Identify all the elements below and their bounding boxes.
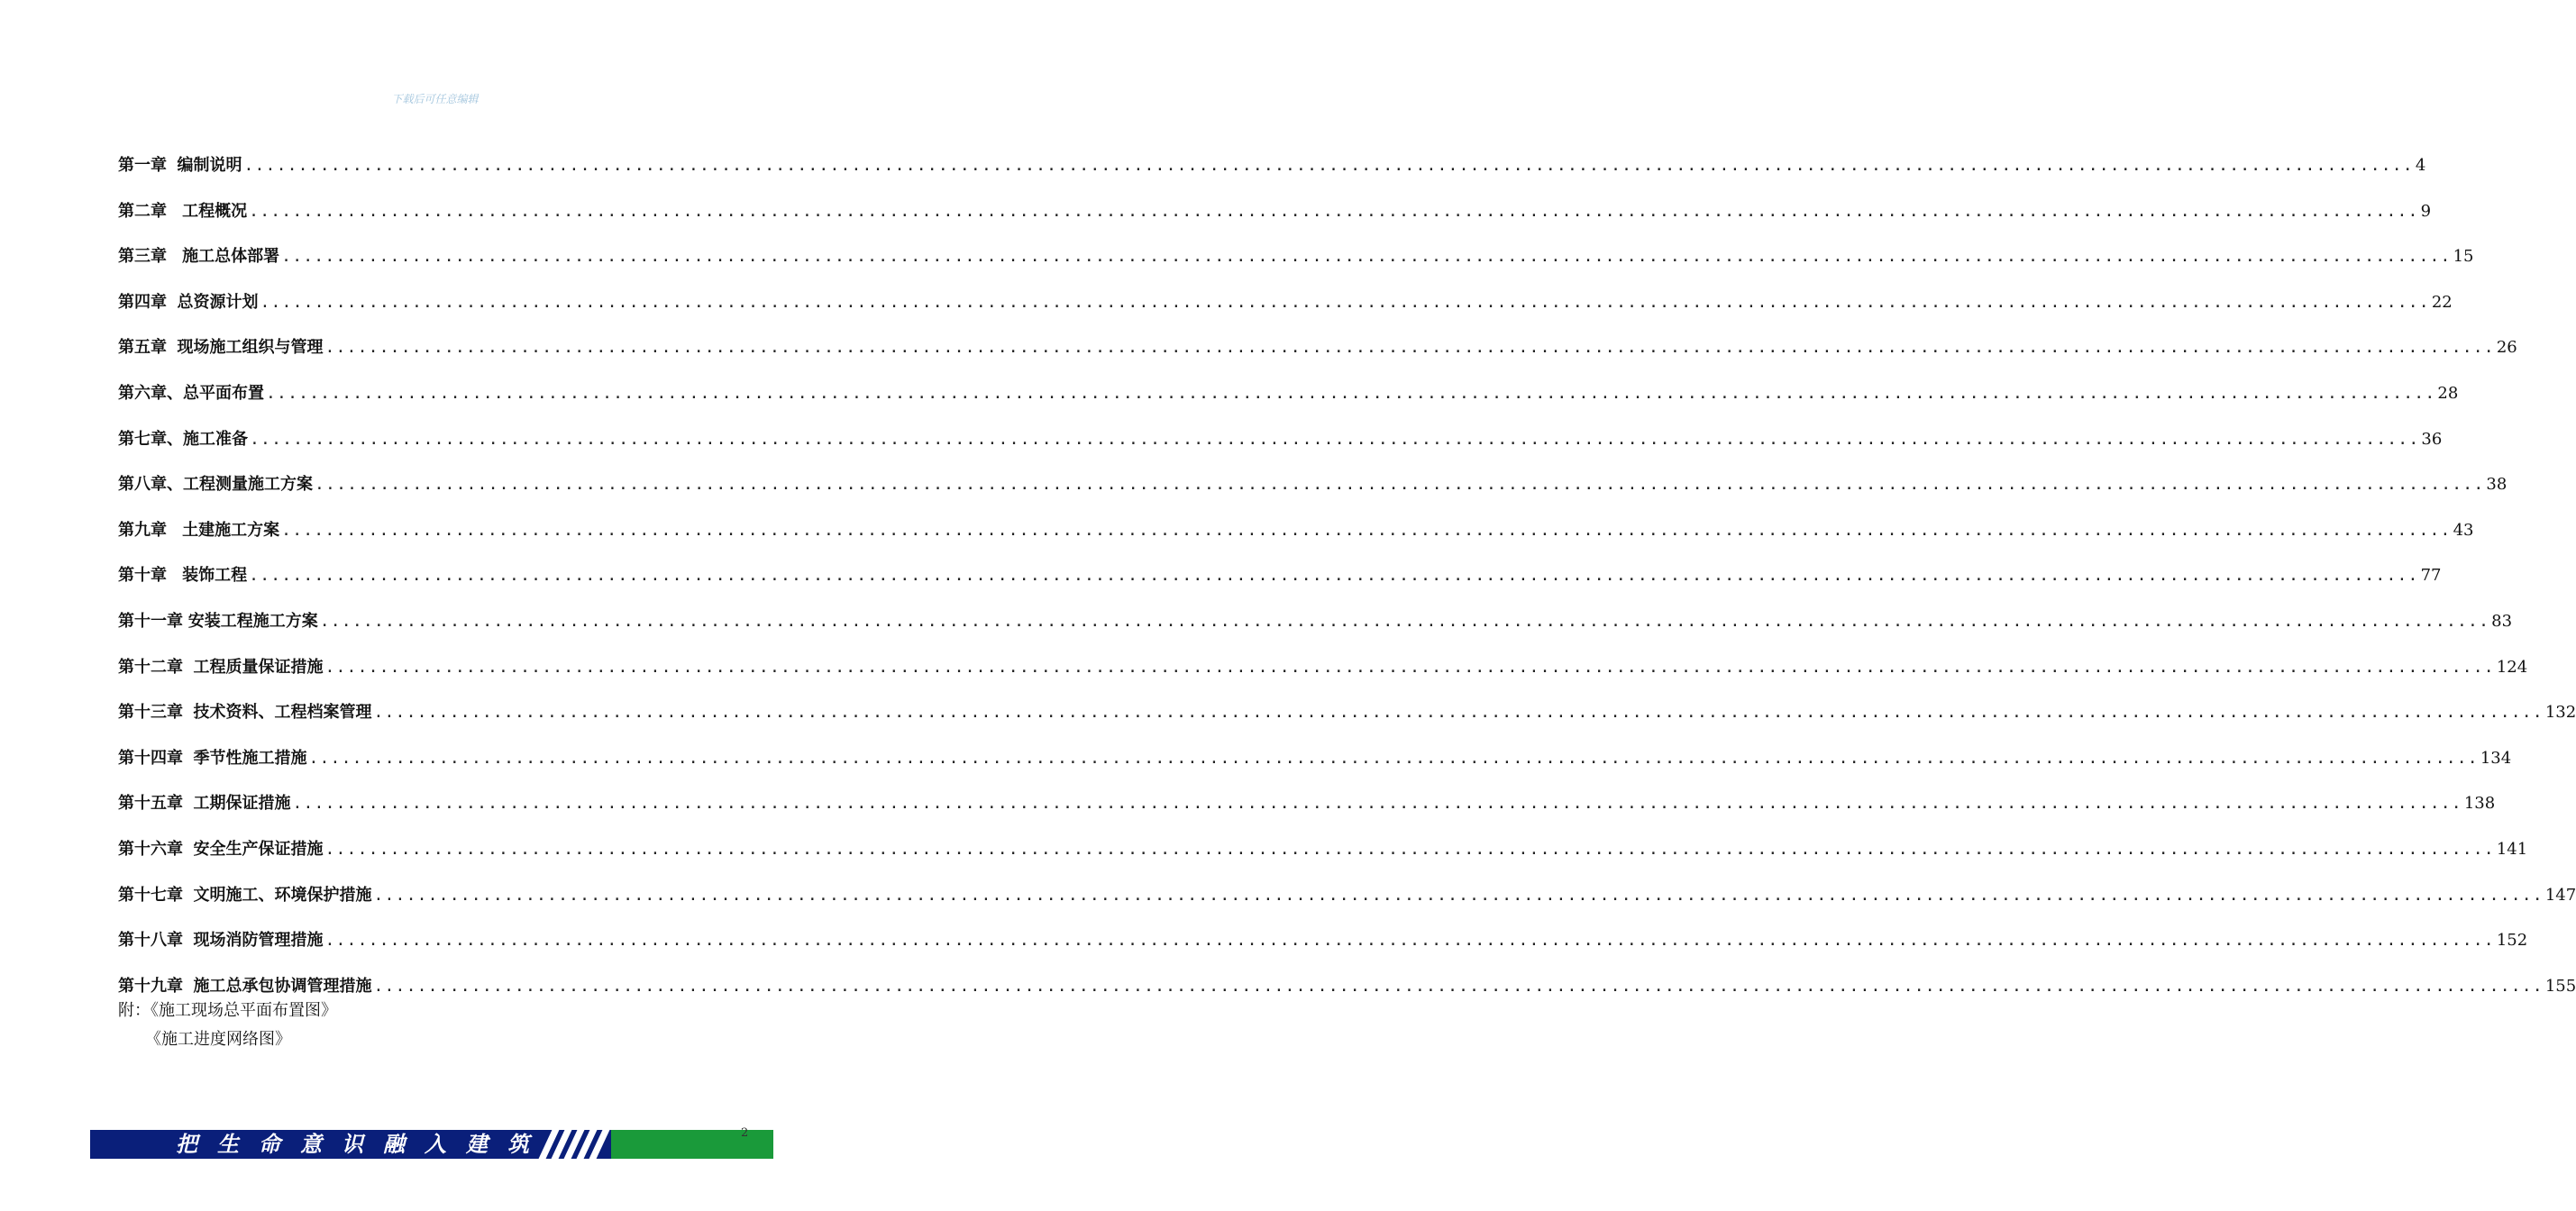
toc-chapter: 第十九章 <box>118 976 183 996</box>
toc-entry[interactable] <box>118 816 2528 862</box>
toc-chapter: 第十一章 <box>118 611 183 631</box>
toc-page-number: 43 <box>2453 520 2474 540</box>
toc-page-number: 9 <box>2420 201 2432 221</box>
toc-chapter: 第十二章 <box>118 657 183 677</box>
toc-page-number: 124 <box>2496 657 2528 677</box>
toc-page-number: 83 <box>2491 611 2513 631</box>
toc-leader-dots: ........................................................................................................................................................................................................ <box>260 292 2430 312</box>
toc-page-number: 4 <box>2415 156 2426 175</box>
watermark-text: 下载后可任意编辑 <box>391 93 479 105</box>
appendix-line-2: 《施工进度网络图》 <box>145 1030 291 1049</box>
toc-chapter: 第二章 <box>118 201 167 221</box>
toc-gap <box>167 199 182 224</box>
toc-entry[interactable] <box>118 725 2512 771</box>
toc-chapter: 第十八章 <box>118 931 183 951</box>
toc-title: 安装工程施工方案 <box>187 611 318 631</box>
toc-page-number: 134 <box>2480 748 2512 768</box>
toc-title: 施工总承包协调管理措施 <box>193 976 372 996</box>
footer-slogan: 把生命意识融入建筑 <box>176 1132 549 1157</box>
toc-gap <box>183 746 193 771</box>
toc-entry[interactable] <box>118 588 2513 634</box>
toc-leader-dots: ........................................................................................................................................................................................................ <box>281 520 2452 540</box>
toc-entry[interactable] <box>118 452 2507 498</box>
toc-title: 工期保证措施 <box>193 794 291 814</box>
footer-green-block <box>611 1130 773 1159</box>
toc-chapter: 第七章、 <box>118 429 183 449</box>
toc-chapter: 第五章 <box>118 338 167 358</box>
toc-page-number: 22 <box>2431 292 2453 312</box>
toc-entry[interactable] <box>118 224 2474 270</box>
toc-gap <box>167 563 182 588</box>
toc-page-number: 38 <box>2486 475 2507 495</box>
toc-leader-dots: ........................................................................................................................................................................................................ <box>315 475 2485 495</box>
toc-leader-dots: ........................................................................................................................................................................................................ <box>243 156 2414 175</box>
toc-leader-dots: ........................................................................................................................................................................................................ <box>249 201 2419 221</box>
toc-chapter: 第十三章 <box>118 703 183 723</box>
toc-entry[interactable] <box>118 315 2517 361</box>
toc-title: 总资源计划 <box>177 292 259 312</box>
toc-entry[interactable] <box>118 153 2426 178</box>
footer-stripes <box>545 1130 626 1159</box>
toc-leader-dots: ........................................................................................................................................................................................................ <box>250 429 2420 449</box>
toc-entry[interactable] <box>118 862 2576 908</box>
toc-chapter: 第九章 <box>118 520 167 540</box>
toc-leader-dots: ........................................................................................................................................................................................................ <box>308 748 2479 768</box>
toc-page-number: 141 <box>2496 839 2528 859</box>
toc-chapter: 第十四章 <box>118 748 183 768</box>
toc-title: 装饰工程 <box>182 566 248 586</box>
toc-gap <box>183 837 193 862</box>
toc-gap <box>183 883 193 908</box>
toc-leader-dots: ........................................................................................................................................................................................................ <box>281 247 2452 267</box>
toc-title: 施工总体部署 <box>182 247 280 267</box>
toc-leader-dots: ........................................................................................................................................................................................................ <box>324 931 2495 951</box>
toc-entry[interactable] <box>118 178 2432 224</box>
toc-page-number: 152 <box>2496 931 2528 951</box>
toc-chapter: 第八章、 <box>118 475 183 495</box>
toc-entry[interactable] <box>118 908 2528 954</box>
toc-chapter: 第十章 <box>118 566 167 586</box>
appendix-line-1: 附：《施工现场总平面布置图》 <box>118 1001 337 1020</box>
toc-leader-dots: ........................................................................................................................................................................................................ <box>292 794 2462 814</box>
toc-gap <box>183 700 193 725</box>
toc-entry[interactable] <box>118 543 2442 589</box>
toc-entry[interactable] <box>118 680 2576 726</box>
toc-page-number: 28 <box>2437 383 2459 403</box>
toc-leader-dots: ........................................................................................................................................................................................................ <box>373 885 2544 905</box>
toc-title: 现场消防管理措施 <box>193 931 324 951</box>
toc-gap <box>167 335 177 360</box>
toc-chapter: 第十五章 <box>118 794 183 814</box>
toc-entry[interactable] <box>118 634 2528 680</box>
toc-entry[interactable] <box>118 269 2453 315</box>
toc-title: 总平面布置 <box>183 383 264 403</box>
toc-leader-dots: ........................................................................................................................................................................................................ <box>249 566 2419 586</box>
toc-gap <box>167 153 177 178</box>
toc-title: 安全生产保证措施 <box>193 839 324 859</box>
toc-title: 现场施工组织与管理 <box>177 338 324 358</box>
page-number: 2 <box>741 1126 749 1140</box>
toc-chapter: 第六章、 <box>118 383 183 403</box>
toc-leader-dots: ........................................................................................................................................................................................................ <box>324 839 2495 859</box>
toc-chapter: 第一章 <box>118 156 167 175</box>
toc-entry[interactable] <box>118 953 2576 999</box>
toc-page-number: 77 <box>2420 566 2442 586</box>
toc-title: 季节性施工措施 <box>193 748 307 768</box>
toc-page-number: 132 <box>2544 703 2576 723</box>
toc-page-number: 155 <box>2544 976 2576 996</box>
toc-page-number: 26 <box>2496 338 2517 358</box>
toc-leader-dots: ........................................................................................................................................................................................................ <box>373 703 2544 723</box>
toc-chapter: 第四章 <box>118 292 167 312</box>
toc-chapter: 第十六章 <box>118 839 183 859</box>
toc-title: 工程测量施工方案 <box>183 475 313 495</box>
toc-page-number: 147 <box>2544 885 2576 905</box>
footer-banner <box>90 1130 773 1159</box>
toc-entry[interactable] <box>118 360 2459 406</box>
toc-title: 施工准备 <box>183 429 248 449</box>
toc-page-number: 36 <box>2421 429 2443 449</box>
toc-leader-dots: ........................................................................................................................................................................................................ <box>373 976 2544 996</box>
toc-leader-dots: ........................................................................................................................................................................................................ <box>324 338 2495 358</box>
toc-page-number: 15 <box>2453 247 2474 267</box>
toc-gap <box>167 290 177 315</box>
toc-title: 编制说明 <box>177 156 242 175</box>
toc-entry[interactable] <box>118 406 2443 452</box>
toc-chapter: 第十七章 <box>118 885 183 905</box>
toc-title: 土建施工方案 <box>182 520 280 540</box>
toc-gap <box>183 974 193 999</box>
toc-title: 工程概况 <box>182 201 248 221</box>
toc-gap <box>183 928 193 953</box>
toc-entry[interactable] <box>118 771 2496 817</box>
toc-title: 文明施工、环境保护措施 <box>193 885 372 905</box>
toc-leader-dots: ........................................................................................................................................................................................................ <box>319 611 2490 631</box>
toc-leader-dots: ........................................................................................................................................................................................................ <box>266 383 2436 403</box>
toc-gap <box>183 655 193 680</box>
toc-gap <box>167 518 182 543</box>
table-of-contents <box>118 153 2576 999</box>
toc-page-number: 138 <box>2463 794 2496 814</box>
toc-chapter: 第三章 <box>118 247 167 267</box>
toc-entry[interactable] <box>118 497 2474 543</box>
toc-gap <box>183 791 193 816</box>
toc-title: 技术资料、工程档案管理 <box>193 703 372 723</box>
toc-leader-dots: ........................................................................................................................................................................................................ <box>324 657 2495 677</box>
toc-gap <box>167 244 182 269</box>
toc-title: 工程质量保证措施 <box>193 657 324 677</box>
